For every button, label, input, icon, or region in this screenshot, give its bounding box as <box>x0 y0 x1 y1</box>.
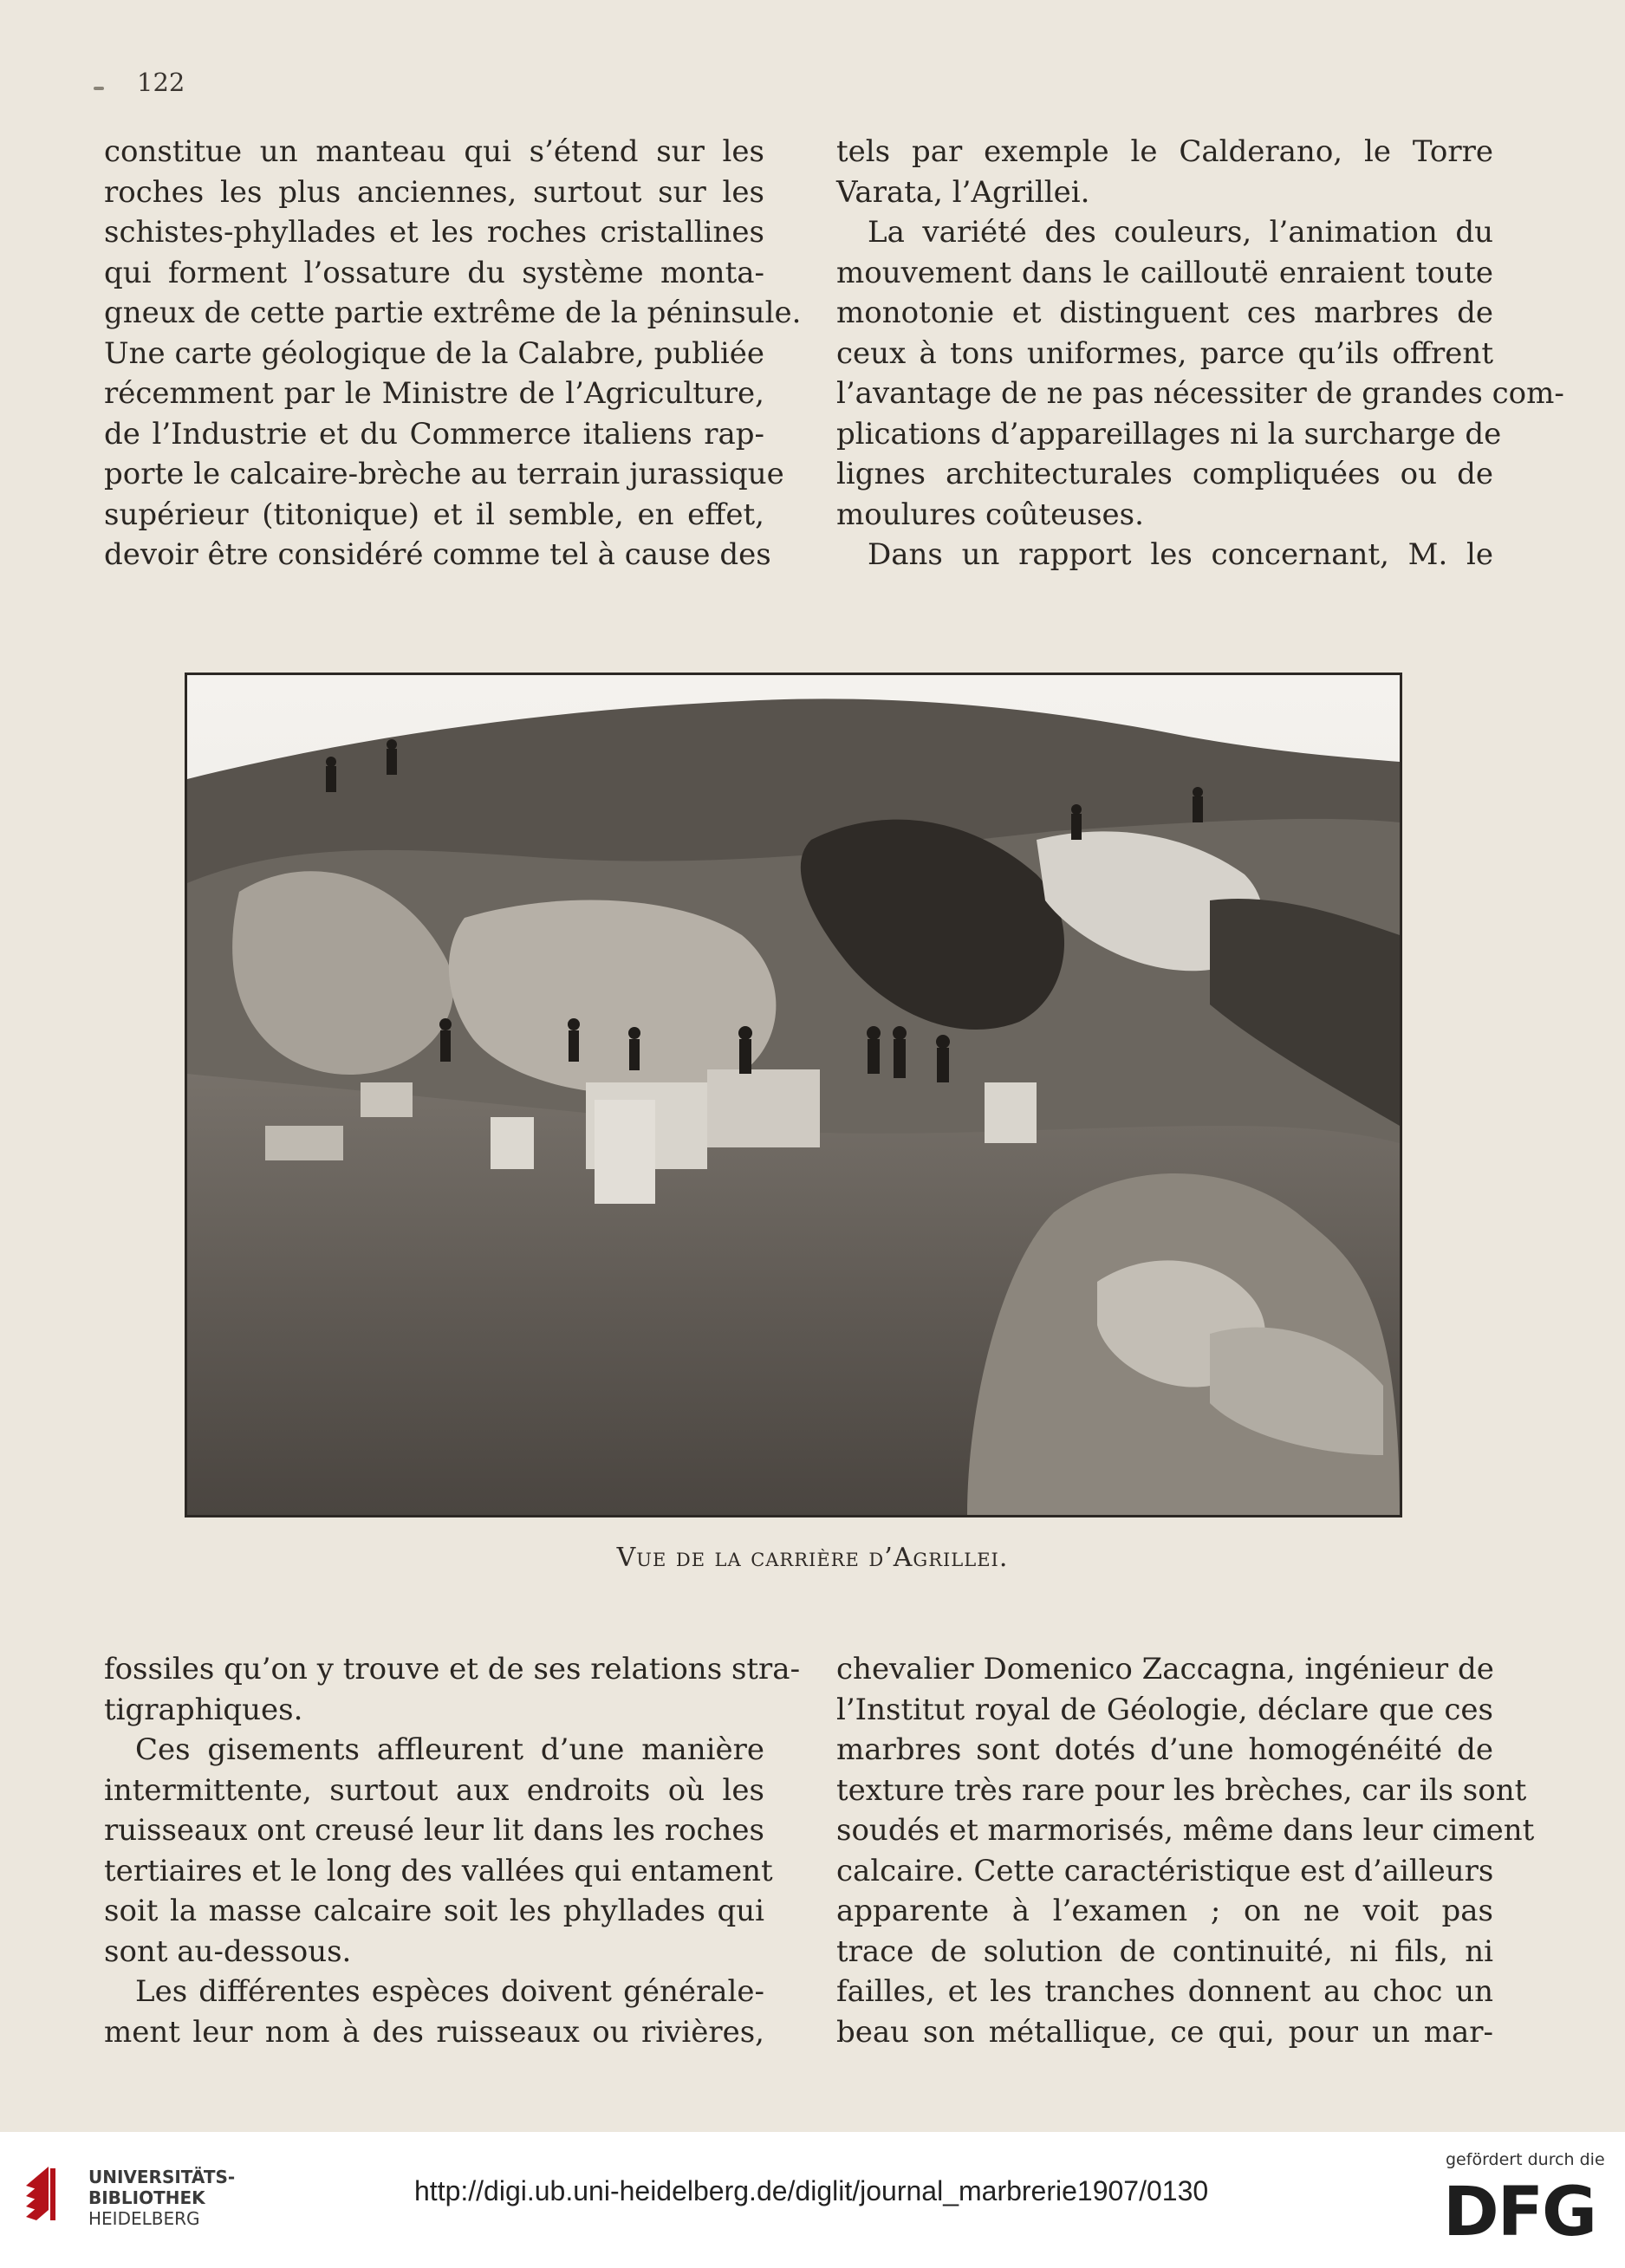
text-line: plications d’appareillages ni la surcharge de <box>836 416 1502 452</box>
text-line: l’Institut royal de Géologie, déclare que ces <box>836 1692 1493 1727</box>
library-name-line: UNIVERSITÄTS- <box>88 2167 236 2187</box>
text-line: fossiles qu’on y trouve et de ses relations stra- <box>104 1652 801 1686</box>
text-line: Les différentes espèces doivent générale- <box>135 1974 764 2009</box>
margin-mark <box>94 87 104 90</box>
page-number: 122 <box>137 68 185 97</box>
text-line: La variété des couleurs, l’animation du <box>868 215 1493 250</box>
library-name <box>88 2167 235 2229</box>
bottom-left-column <box>104 1649 801 2052</box>
text-line: intermittente, surtout aux endroits où les <box>104 1772 764 1808</box>
text-line: de l’Industrie et du Commerce italiens rap- <box>104 416 764 452</box>
text-line: marbres sont dotés d’une homogénéité de <box>836 1732 1493 1767</box>
text-line: soudés et marmorisés, même dans leur ciment <box>836 1813 1535 1848</box>
text-line: l’avantage de ne pas nécessiter de grandes com- <box>836 376 1564 411</box>
text-line: mouvement dans le cailloutë enraient toute <box>836 255 1493 290</box>
text-line: roches les plus anciennes, surtout sur les <box>104 174 764 210</box>
text-line: gneux de cette partie extrême de la péninsule. <box>104 296 802 330</box>
text-line: supérieur (titonique) et il semble, en effet, <box>104 497 764 532</box>
text-line: devoir être considéré comme tel à cause des <box>104 537 771 572</box>
text-line: calcaire. Cette caractéristique est d’ailleurs <box>836 1853 1494 1888</box>
funding-label: gefördert durch die <box>1446 2150 1605 2169</box>
text-line: ruisseaux ont creusé leur lit dans les roches <box>104 1813 764 1848</box>
text-line: monotonie et distinguent ces marbres de <box>836 296 1493 330</box>
text-line: tigraphiques. <box>104 1692 303 1727</box>
top-left-column <box>104 132 802 575</box>
bottom-right-column <box>836 1649 1535 2052</box>
dfg-logo-text: DFG <box>1443 2176 1596 2242</box>
text-line: lignes architecturales compliquées ou de <box>836 457 1493 491</box>
quarry-photo-illustration <box>187 675 1400 1515</box>
text-line: beau son métallique, ce qui, pour un mar- <box>836 2014 1493 2050</box>
text-line: apparente à l’examen ; on ne voit pas <box>836 1894 1493 1928</box>
text-line: ceux à tons uniformes, parce qu’ils offrent <box>836 335 1493 371</box>
text-line: schistes-phyllades et les roches cristallines <box>104 215 764 250</box>
text-line: tertiaires et le long des vallées qui entament <box>104 1853 773 1888</box>
dfg-logo-icon <box>1443 2176 1599 2242</box>
text-line: moulures coûteuses. <box>836 497 1144 532</box>
text-line: Une carte géologique de la Calabre, publiée <box>104 335 764 371</box>
text-line: Ces gisements affleurent d’une manière <box>135 1732 764 1767</box>
text-line: Varata, l’Agrillei. <box>836 174 1090 210</box>
university-library-logo-icon <box>19 2160 71 2238</box>
figure-caption <box>0 1543 1625 1573</box>
text-line: ment leur nom à des ruisseaux ou rivières, <box>104 2014 764 2050</box>
text-line: failles, et les tranches donnent au choc un <box>836 1974 1493 2009</box>
text-line: récemment par le Ministre de l’Agriculture, <box>104 376 764 411</box>
top-right-column <box>836 132 1564 575</box>
text-line: sont au-dessous. <box>104 1933 352 1969</box>
quarry-photograph <box>185 673 1402 1517</box>
text-line: qui forment l’ossature du système monta- <box>104 255 764 290</box>
text-line: chevalier Domenico Zaccagna, ingénieur de <box>836 1652 1494 1686</box>
text-line: porte le calcaire-brèche au terrain jurassique <box>104 457 784 491</box>
library-name-line: HEIDELBERG <box>88 2208 200 2229</box>
caption-text: Vue de la carrière d’ <box>616 1543 894 1573</box>
text-line: soit la masse calcaire soit les phyllades qui <box>104 1894 764 1928</box>
text-line: texture très rare pour les brèches, car ils sont <box>836 1772 1527 1808</box>
text-line: tels par exemple le Calderano, le Torre <box>836 134 1493 169</box>
caption-place: Agrillei. <box>893 1543 1009 1573</box>
text-line: trace de solution de continuité, ni fils, ni <box>836 1933 1493 1969</box>
library-name-line: BIBLIOTHEK <box>88 2187 205 2208</box>
document-url-link[interactable]: http://digi.ub.uni-heidelberg.de/diglit/journal_marbrerie1907/0130 <box>414 2175 1209 2206</box>
text-line: constitue un manteau qui s’étend sur les <box>104 134 764 169</box>
text-line: Dans un rapport les concernant, M. le <box>868 537 1493 572</box>
